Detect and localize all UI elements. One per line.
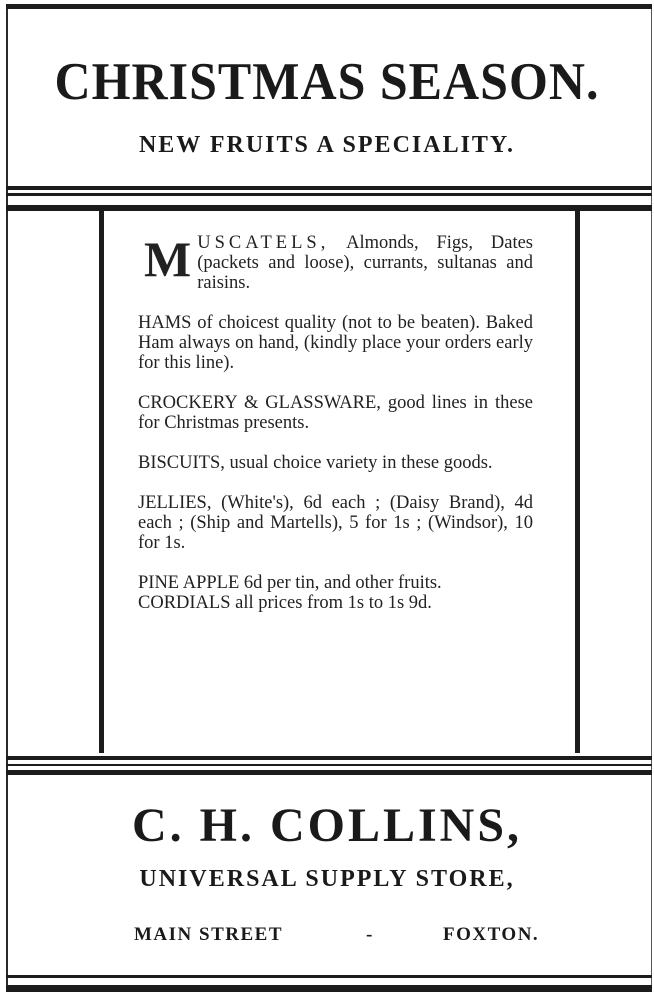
item-biscuits: BISCUITS, usual choice variety in these goods. <box>138 453 493 473</box>
bottom-rule <box>6 985 652 992</box>
headline: CHRISTMAS SEASON. <box>54 51 600 111</box>
inner-frame-right <box>575 208 580 753</box>
divider-rule <box>6 756 652 760</box>
muscatels-text: Almonds, Figs, Dates (packets and loose), currants, sultanas and raisins. <box>197 233 533 293</box>
item-crockery: CROCKERY & GLASSWARE, good lines in these for Christmas presents. <box>138 393 533 433</box>
divider-rule <box>6 193 652 196</box>
drop-cap: M <box>144 231 192 287</box>
muscatels-lead: USCATELS, <box>197 233 330 253</box>
subheadline: NEW FRUITS A SPECIALITY. <box>138 132 516 158</box>
store-type: UNIVERSAL SUPPLY STORE, <box>139 866 515 892</box>
item-pineapple: PINE APPLE 6d per tin, and other fruits. <box>138 573 442 593</box>
address-street: MAIN STREET <box>134 924 283 945</box>
item-jellies: JELLIES, (White's), 6d each ; (Daisy Brand), 4d each ; (Ship and Martells), 5 for 1s ; (Windsor), 10 for 1s. <box>138 493 533 553</box>
store-name: C. H. COLLINS, <box>131 799 523 852</box>
bottom-rule <box>6 975 652 978</box>
item-muscatels <box>138 233 533 293</box>
top-rule <box>6 4 652 9</box>
divider-rule <box>6 764 652 766</box>
address-town: FOXTON. <box>443 924 540 945</box>
item-hams: HAMS of choicest quality (not to be beaten). Baked Ham always on hand, (kindly place your orders early for this line). <box>138 313 533 373</box>
divider-rule <box>6 770 652 775</box>
item-cordials: CORDIALS all prices from 1s to 1s 9d. <box>138 593 432 613</box>
divider-rule <box>6 186 652 190</box>
inner-frame-left <box>99 208 104 753</box>
item-list <box>138 233 533 613</box>
address-separator: - <box>366 924 374 945</box>
